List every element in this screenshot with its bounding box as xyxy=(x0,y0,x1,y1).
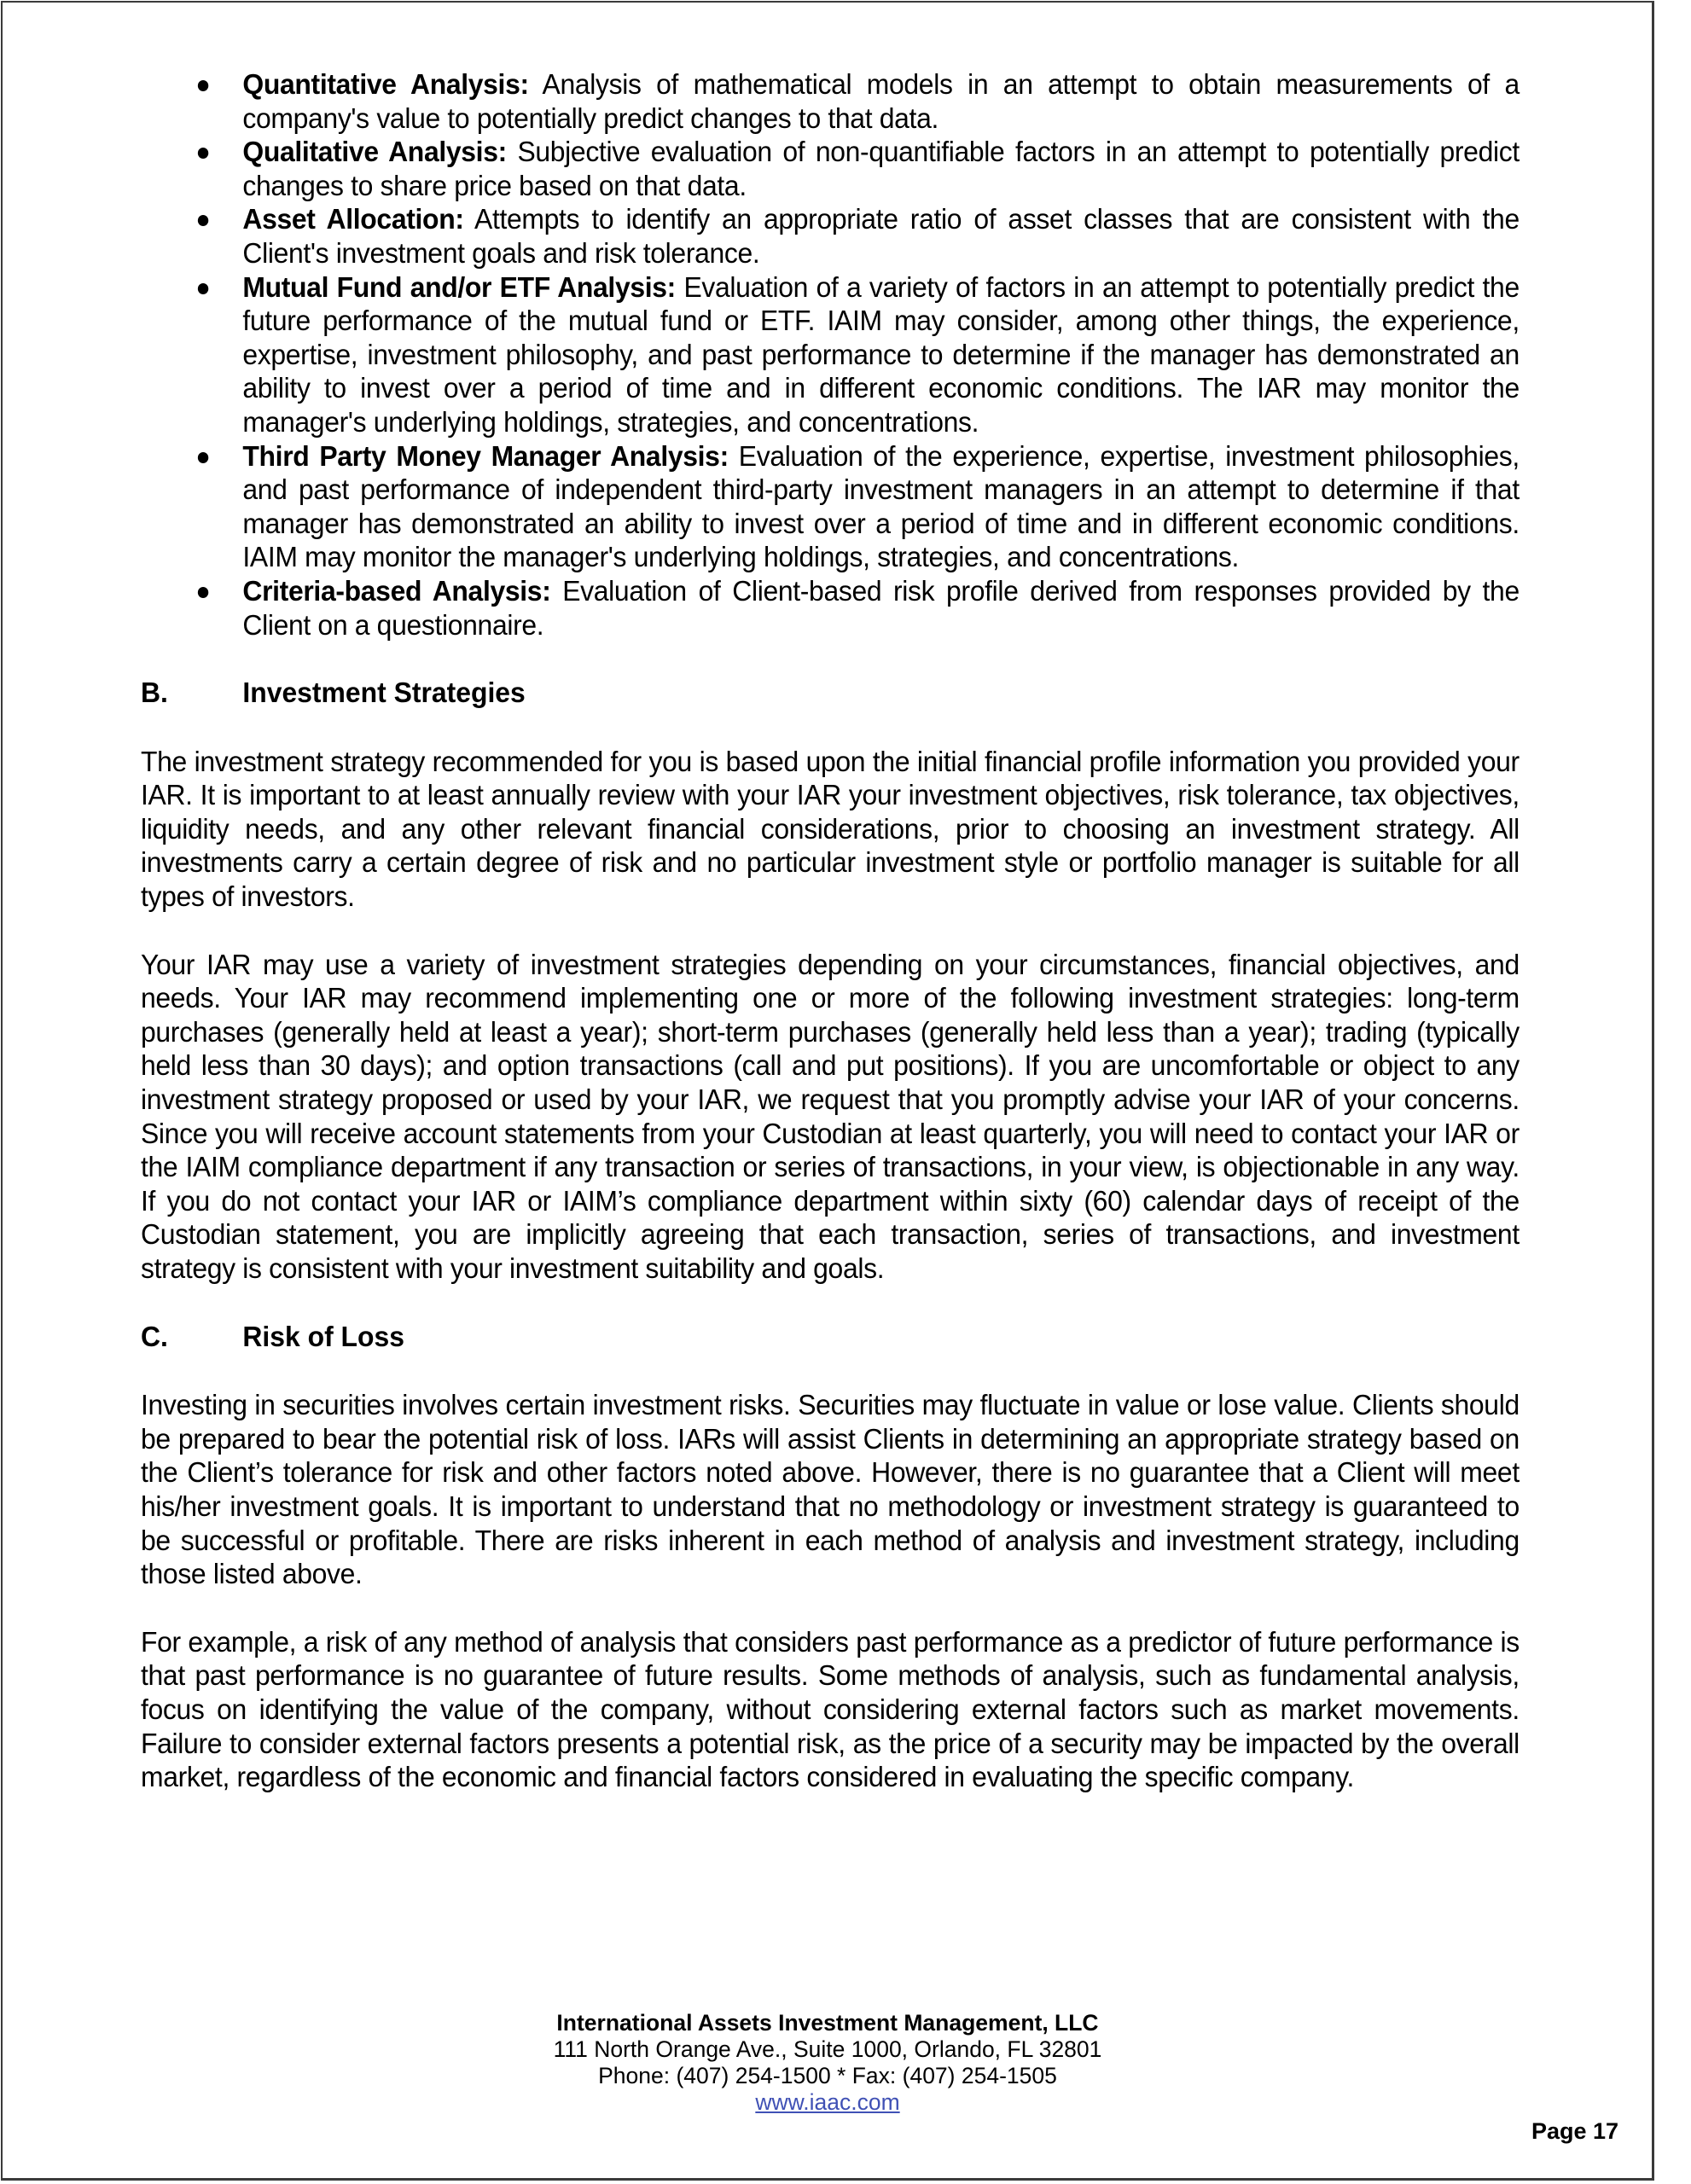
paragraph: Investing in securities involves certain investment risks. Securities may fluctuate in value or lose value. Clients should be prepared to bear the potential risk of loss. IARs will assist Clients in determining an appropriate strategy based on the Client’s tolerance for risk and other factors noted above. However, there is no guarantee that a Client will meet his/her investment goals. It is important to understand that no methodology or investment strategy is guaranteed to be successful or profitable. There are risks inherent in each method of analysis and investment strategy, including those listed above. xyxy=(141,1390,1520,1591)
list-item xyxy=(141,68,1520,136)
bullet-icon xyxy=(198,148,208,159)
term-description: Analysis of mathematical models in an attempt to obtain measurements of a company's value to potentially predict changes to that data. xyxy=(242,69,1520,135)
section-letter: B. xyxy=(141,677,168,710)
term-description: Evaluation of Client-based risk profile derived from responses provided by the Client on a questionnaire. xyxy=(242,575,1520,642)
bullet-icon xyxy=(198,452,208,463)
list-item xyxy=(141,136,1520,203)
term-description: Attempts to identify an appropriate ratio of asset classes that are consistent with the Client's investment goals and risk tolerance. xyxy=(242,204,1520,270)
bullet-icon xyxy=(198,587,208,598)
list-item xyxy=(141,271,1520,440)
company-phone-fax: Phone: (407) 254-1500 * Fax: (407) 254-1505 xyxy=(598,2063,1057,2088)
term-label: Asset Allocation: xyxy=(242,204,464,236)
term-label: Mutual Fund and/or ETF Analysis: xyxy=(242,271,676,304)
company-name: International Assets Investment Management, LLC xyxy=(556,2010,1099,2036)
term-label: Qualitative Analysis: xyxy=(242,136,507,169)
term-label: Third Party Money Manager Analysis: xyxy=(242,440,729,473)
bullet-icon xyxy=(198,80,208,91)
company-address: 111 North Orange Ave., Suite 1000, Orlando, FL 32801 xyxy=(553,2036,1102,2062)
paragraph: The investment strategy recommended for you is based upon the initial financial profile information you provided your IAR. It is important to at least annually review with your IAR your investment objectives, risk tolerance, tax objectives, liquidity needs, and any other relevant financial considerations, prior to choosing an investment strategy. All investments carry a certain degree of risk and no particular investment style or portfolio manager is suitable for all types of investors. xyxy=(141,746,1520,914)
website-link[interactable]: www.iaac.com xyxy=(755,2089,900,2115)
section-title: Risk of Loss xyxy=(242,1321,404,1353)
term-label: Criteria-based Analysis: xyxy=(242,575,551,607)
section-heading-risk-of-loss xyxy=(141,1321,1457,1355)
section-title: Investment Strategies xyxy=(242,677,526,710)
page-content xyxy=(141,68,1520,1795)
term-description: Subjective evaluation of non-quantifiable factors in an attempt to potentially predict changes to share price based on that data. xyxy=(242,136,1520,202)
analysis-methods-list xyxy=(141,68,1520,642)
term-label: Quantitative Analysis: xyxy=(242,69,529,101)
list-item xyxy=(141,203,1520,270)
term-description: Evaluation of the experience, expertise, investment philosophies, and past performance of independent third-party investment managers in an attempt to determine if that manager has demonstrated an ability to invest over a period of time and in different economic conditions. IAIM may monitor the manager's underlying holdings, strategies, and concentrations. xyxy=(242,440,1520,574)
page-number: Page 17 xyxy=(1531,2118,1619,2144)
paragraph: For example, a risk of any method of analysis that considers past performance as a predictor of future performance is that past performance is no guarantee of future results. Some methods of analysis, such as fundamental analysis, focus on identifying the value of the company, without considering external factors such as market movements. Failure to consider external factors presents a potential risk, as the price of a security may be impacted by the overall market, regardless of the economic and financial factors considered in evaluating the specific company. xyxy=(141,1626,1520,1794)
list-item xyxy=(141,575,1520,642)
section-heading-investment-strategies xyxy=(141,677,1457,711)
term-description: Evaluation of a variety of factors in an attempt to potentially predict the future performance of the mutual fund or ETF. IAIM may consider, among other things, the experience, expertise, investment philosophy, and past performance to determine if the manager has demonstrated an ability to invest over a period of time and in different economic conditions. The IAR may monitor the manager's underlying holdings, strategies, and concentrations. xyxy=(242,271,1520,439)
page-footer xyxy=(0,2010,1655,2116)
methods-list-wrapper xyxy=(141,68,1520,642)
bullet-icon xyxy=(198,215,208,226)
bullet-icon xyxy=(198,283,208,294)
paragraph: Your IAR may use a variety of investment strategies depending on your circumstances, financial objectives, and needs. Your IAR may recommend implementing one or more of the following investment strategies: long-term purchases (generally held at least a year); short-term purchases (generally held less than a year); trading (typically held less than 30 days); and option transactions (call and put positions). If you are uncomfortable or object to any investment strategy proposed or used by your IAR, we request that you promptly advise your IAR of your concerns. Since you will receive account statements from your Custodian at least quarterly, you will need to contact your IAR or the IAIM compliance department if any transaction or series of transactions, in your view, is objectionable in any way. If you do not contact your IAR or IAIM’s compliance department within sixty (60) calendar days of receipt of the Custodian statement, you are implicitly agreeing that each transaction, series of transactions, and investment strategy is consistent with your investment suitability and goals. xyxy=(141,949,1520,1285)
list-item xyxy=(141,440,1520,575)
section-letter: C. xyxy=(141,1321,168,1353)
